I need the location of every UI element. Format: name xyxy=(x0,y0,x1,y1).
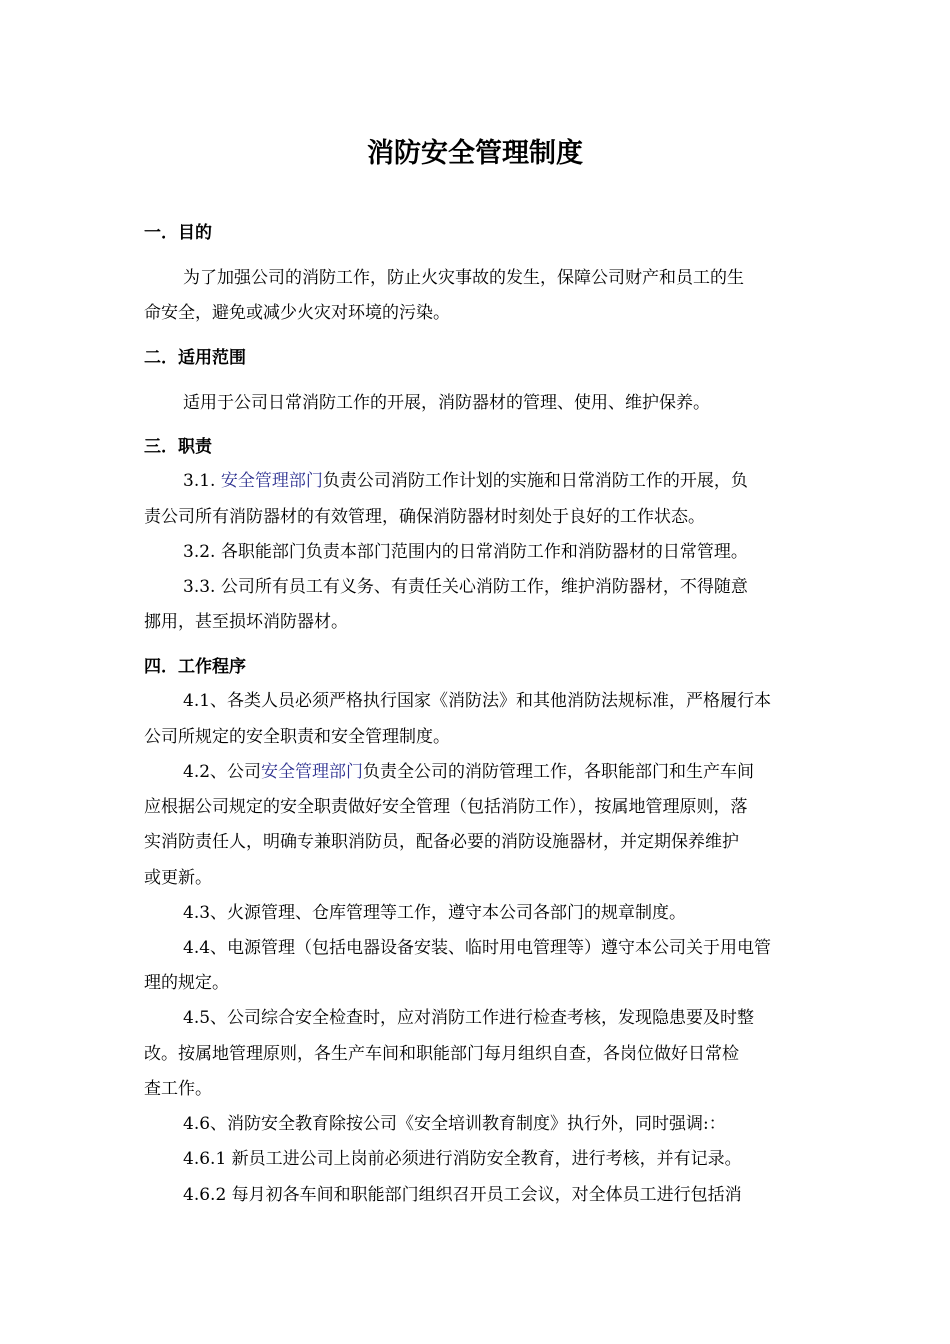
paragraph-line: 实消防责任人，明确专兼职消防员，配备必要的消防设施器材，并定期保养维护 xyxy=(144,832,739,852)
paragraph-line: 4.6.2 每月初各车间和职能部门组织召开员工会议，对全体员工进行包括消 xyxy=(183,1185,742,1205)
text-segment: 负责公司消防工作计划的实施和日常消防工作的开展，负 xyxy=(322,471,748,491)
paragraph-line: 公司所规定的安全职责和安全管理制度。 xyxy=(144,727,450,747)
paragraph-line: 4.3、火源管理、仓库管理等工作，遵守本公司各部门的规章制度。 xyxy=(183,903,687,923)
section-heading-procedures: 四．工作程序 xyxy=(144,657,246,677)
section-heading-responsibilities: 三．职责 xyxy=(144,437,212,457)
paragraph-line: 3.2. 各职能部门负责本部门范围内的日常消防工作和消防器材的日常管理。 xyxy=(183,542,748,562)
paragraph-line: 查工作。 xyxy=(144,1079,212,1099)
paragraph-line: 4.6、消防安全教育除按公司《安全培训教育制度》执行外，同时强调:： xyxy=(183,1114,726,1134)
safety-dept-link[interactable]: 安全管理部门 xyxy=(220,471,323,491)
paragraph-line: 责公司所有消防器材的有效管理，确保消防器材时刻处于良好的工作状态。 xyxy=(144,507,705,527)
paragraph-line: 挪用，甚至损坏消防器材。 xyxy=(144,612,348,632)
paragraph-line xyxy=(183,760,754,784)
section-heading-purpose: 一．目的 xyxy=(144,223,212,243)
paragraph-line: 为了加强公司的消防工作，防止火灾事故的发生，保障公司财产和员工的生 xyxy=(183,268,744,288)
paragraph-line xyxy=(183,469,748,493)
text-segment: 负责全公司的消防管理工作，各职能部门和生产车间 xyxy=(363,762,755,782)
paragraph-line: 4.5、公司综合安全检查时，应对消防工作进行检查考核，发现隐患要及时整 xyxy=(183,1008,755,1028)
paragraph-line: 或更新。 xyxy=(144,868,212,888)
text-segment: 4.2、公司 xyxy=(183,762,262,782)
paragraph-line: 应根据公司规定的安全职责做好安全管理（包括消防工作），按属地管理原则，落 xyxy=(144,797,748,817)
paragraph-line: 适用于公司日常消防工作的开展，消防器材的管理、使用、维护保养。 xyxy=(183,393,710,413)
paragraph-line: 3.3. 公司所有员工有义务、有责任关心消防工作，维护消防器材，不得随意 xyxy=(183,577,748,597)
paragraph-line: 4.1、各类人员必须严格执行国家《消防法》和其他消防法规标准，严格履行本 xyxy=(183,691,772,711)
text-segment: 3.1. xyxy=(183,471,221,491)
paragraph-line: 理的规定。 xyxy=(144,973,229,993)
paragraph-line: 4.4、电源管理（包括电器设备安装、临时用电管理等）遵守本公司关于用电管 xyxy=(183,938,772,958)
document-title: 消防安全管理制度 xyxy=(367,138,583,169)
section-heading-scope: 二．适用范围 xyxy=(144,348,246,368)
safety-dept-link[interactable]: 安全管理部门 xyxy=(261,762,364,782)
paragraph-line: 4.6.1 新员工进公司上岗前必须进行消防安全教育，进行考核，并有记录。 xyxy=(183,1149,742,1169)
paragraph-line: 改。按属地管理原则，各生产车间和职能部门每月组织自查，各岗位做好日常检 xyxy=(144,1044,739,1064)
paragraph-line: 命安全，避免或减少火灾对环境的污染。 xyxy=(144,303,450,323)
